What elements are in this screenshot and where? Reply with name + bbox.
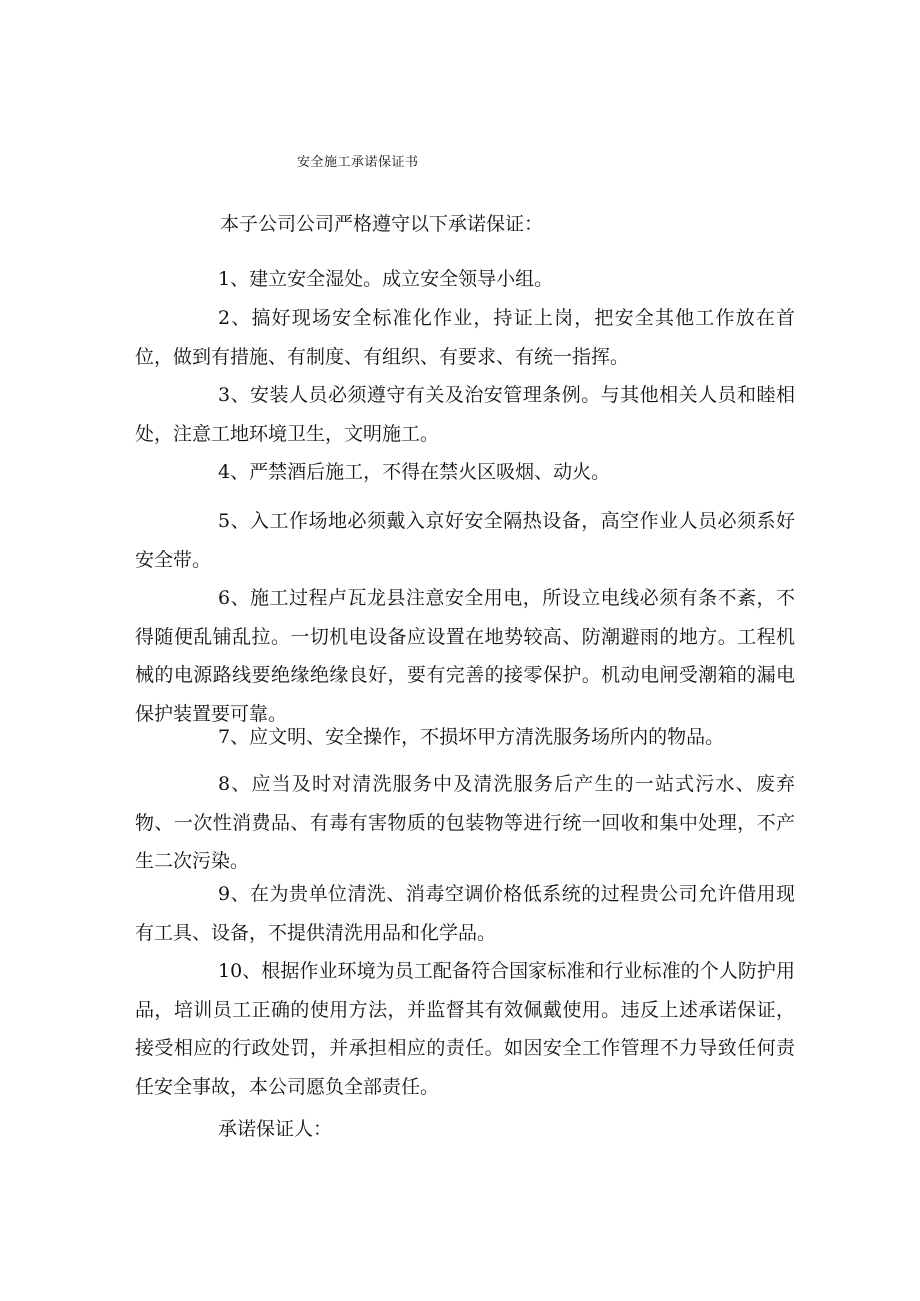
intro-statement: 本子公司公司严格遵守以下承诺保证： xyxy=(220,213,544,235)
commitment-item-3: 3、安装人员必须遵守有关及治安管理条例。与其他相关人员和睦相处，注意工地环境卫生，文明施工。 xyxy=(135,384,795,445)
commitment-item-7: 7、应文明、安全操作，不损坏甲方清洗服务场所内的物品。 xyxy=(218,726,725,748)
commitment-item-6: 6、施工过程卢瓦龙县注意安全用电，所设立电线必须有条不紊，不得随便乱铺乱拉。一切机电设备应设置在地势较高、防潮避雨的地方。工程机械的电源路线要绝缘绝缘良好，要有完善的接零保护。机动电闸受潮箱的漏电保护装置要可靠。 xyxy=(135,587,795,725)
signer-label: 承诺保证人： xyxy=(218,1118,333,1140)
commitment-item-9: 9、在为贵单位清洗、消毒空调价格低系统的过程贵公司允许借用现有工具、设备，不提供清洗用品和化学品。 xyxy=(135,883,795,944)
commitment-item-8: 8、应当及时对清洗服务中及清洗服务后产生的一站式污水、废弃物、一次性消费品、有毒有害物质的包装物等进行统一回收和集中处理，不产生二次污染。 xyxy=(135,773,795,872)
commitment-item-4: 4、严禁酒后施工，不得在禁火区吸烟、动火。 xyxy=(218,461,611,483)
document-title: 安全施工承诺保证书 xyxy=(297,155,419,170)
commitment-item-5: 5、入工作场地必须戴入京好安全隔热设备，高空作业人员必须系好安全带。 xyxy=(135,510,795,571)
commitment-item-2: 2、搞好现场安全标准化作业，持证上岗，把安全其他工作放在首位，做到有措施、有制度、有组织、有要求、有统一指挥。 xyxy=(135,307,795,368)
commitment-item-10: 10、根据作业环境为员工配备符合国家标准和行业标准的个人防护用品，培训员工正确的使用方法，并监督其有效佩戴使用。违反上述承诺保证，接受相应的行政处罚，并承担相应的责任。如因安全工作管理不力导致任何责任安全事故，本公司愿负全部责任。 xyxy=(135,960,795,1098)
commitment-item-1: 1、建立安全湿处。成立安全领导小组。 xyxy=(218,268,554,290)
